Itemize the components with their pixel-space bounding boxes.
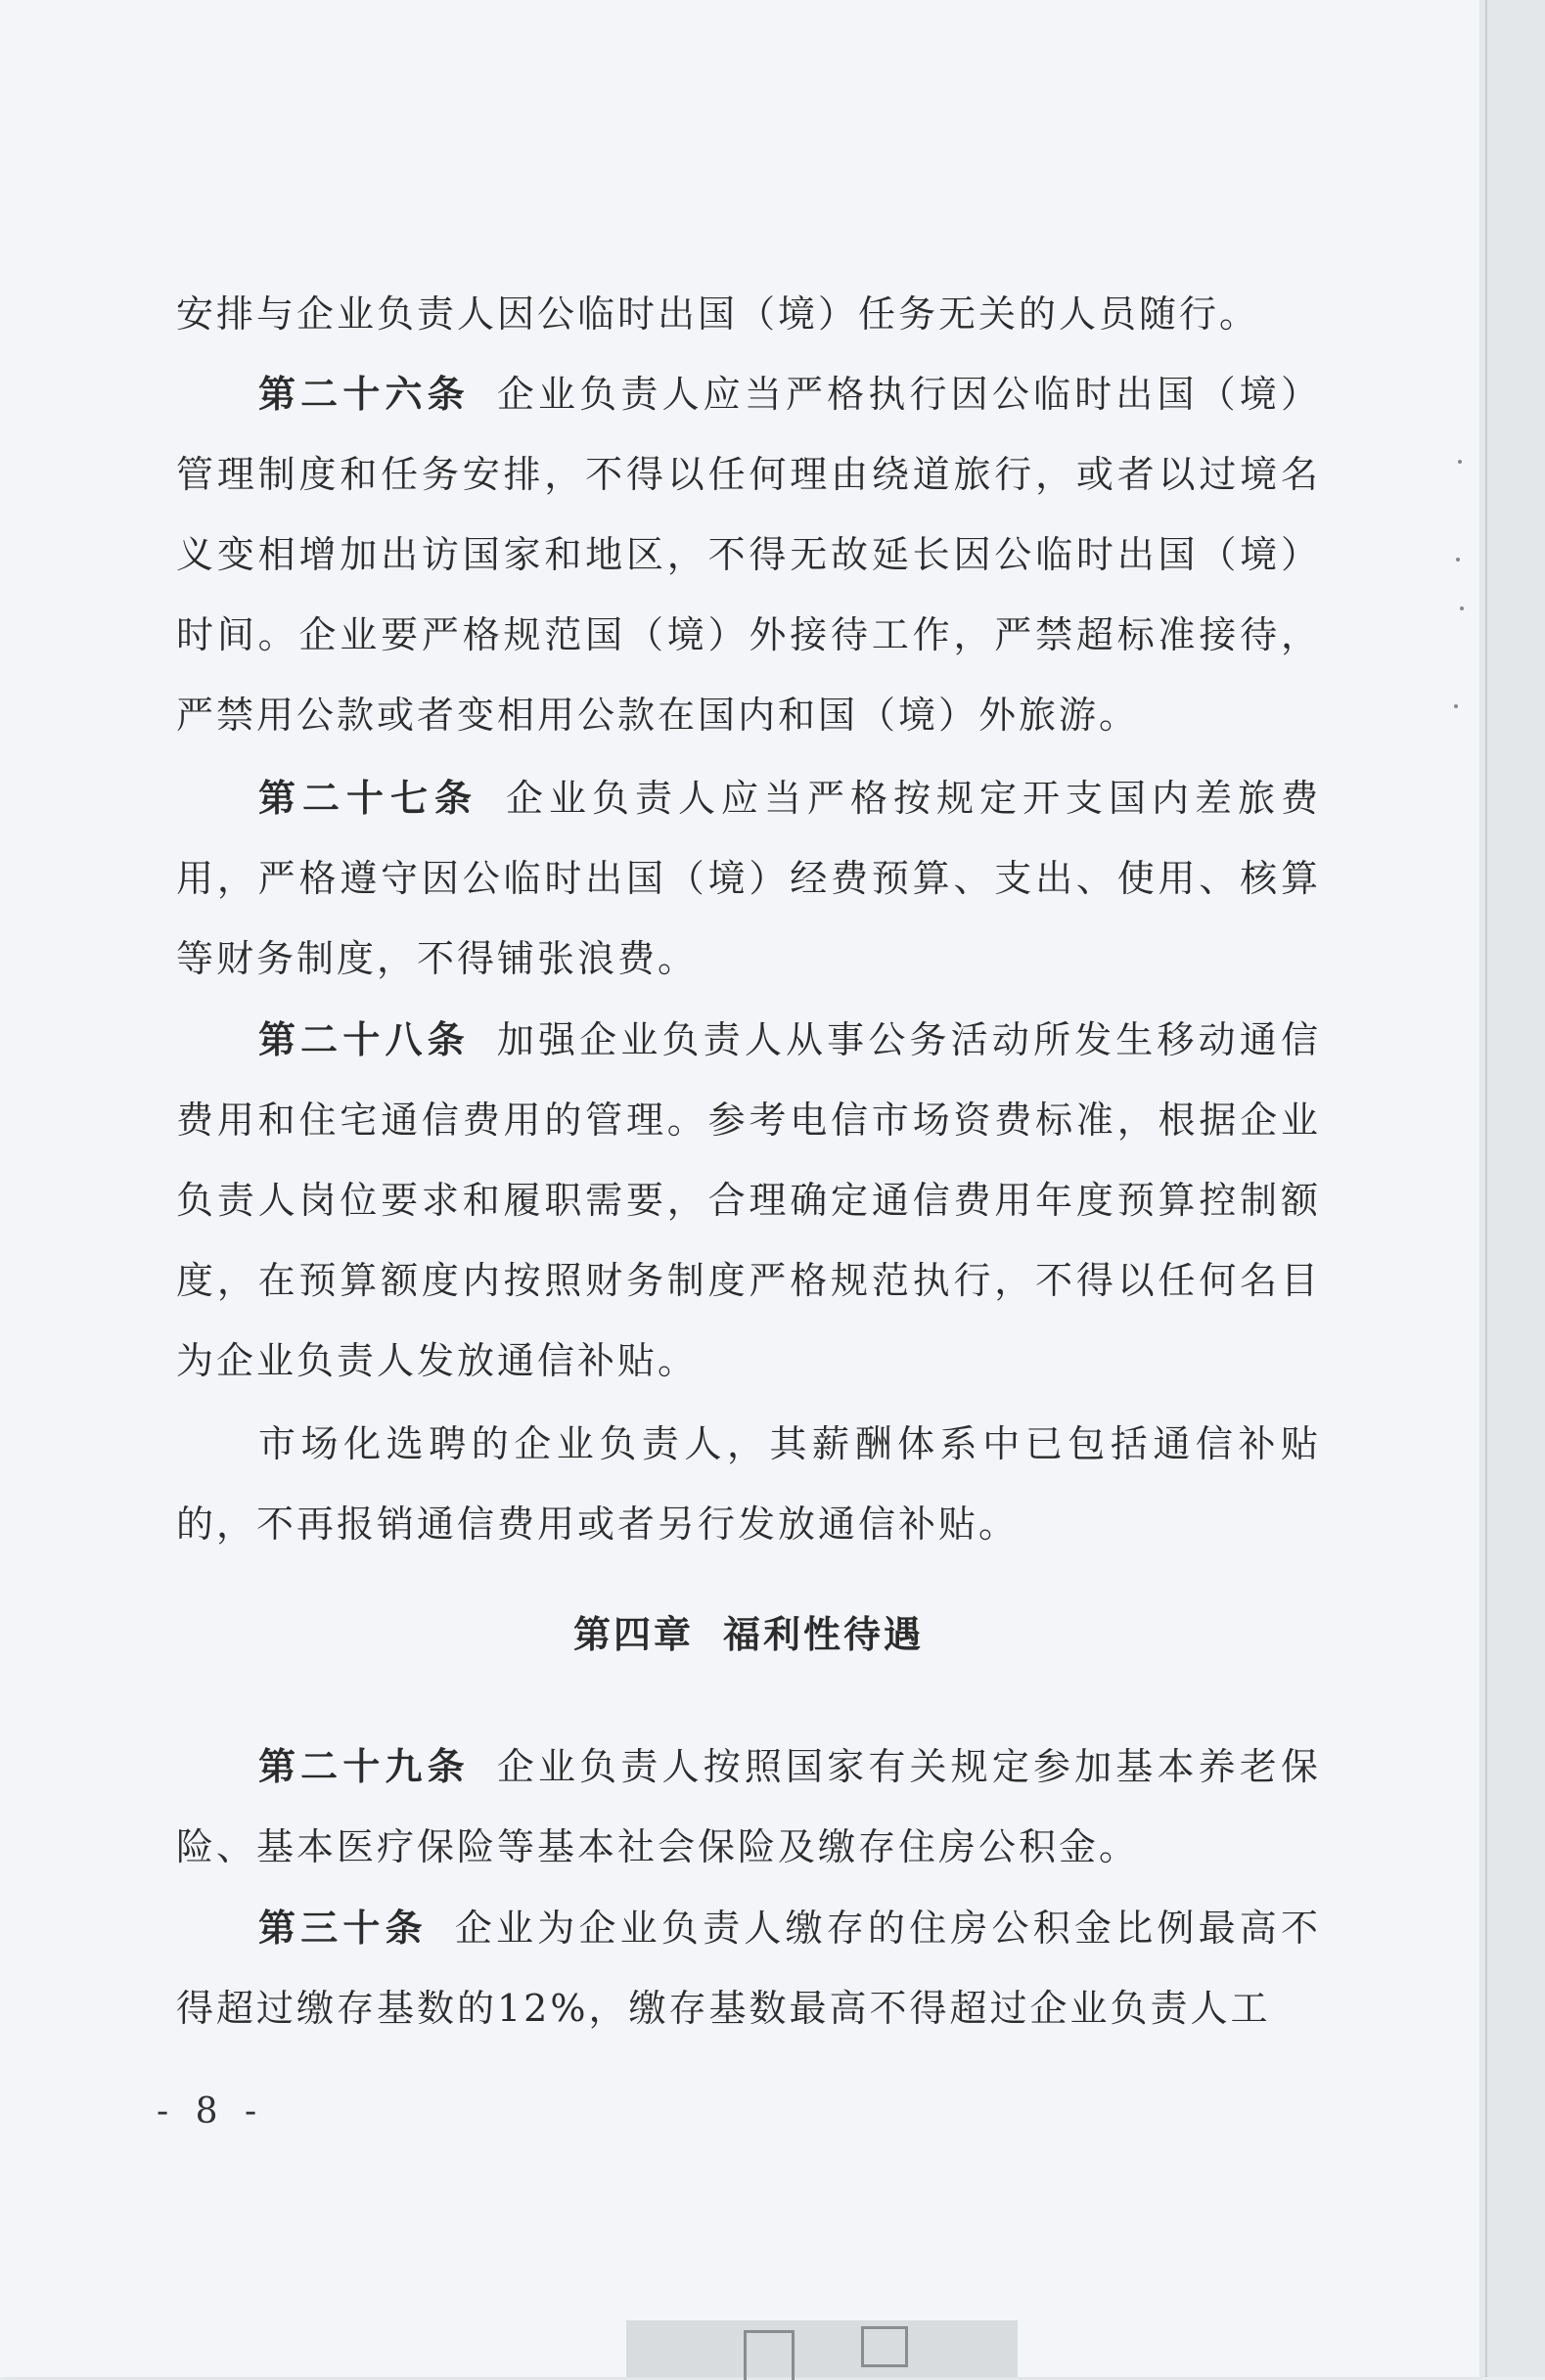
scan-speck: [1456, 558, 1460, 561]
scan-speck: [1458, 460, 1462, 464]
paragraph-text: 市场化选聘的企业负责人，其薪酬体系中已包括通信补贴的，不再报销通信费用或者另行发放通信补贴。: [176, 1422, 1321, 1546]
article-text: 加强企业负责人从事公务活动所发生移动通信费用和住宅通信费用的管理。参考电信市场资费标准，根据企业负责人岗位要求和履职需要，合理确定通信费用年度预算控制额度，在预算额度内按照财务制度严格规范执行，不得以任何名目为企业负责人发放通信补贴。: [176, 1018, 1321, 1382]
chapter-heading: [176, 1604, 1321, 1658]
paragraph-text: 安排与企业负责人因公临时出国（境）任务无关的人员随行。: [176, 292, 1260, 336]
paragraph-continuation: [176, 274, 1321, 354]
scan-edge: [1479, 0, 1545, 2377]
scan-bleed-through: [626, 2320, 1018, 2377]
scan-speck: [1460, 606, 1464, 610]
article-heading: 第三十条: [258, 1907, 428, 1950]
article-text: 企业负责人应当严格执行因公临时出国（境）管理制度和任务安排，不得以任何理由绕道旅行，或者以过境名义变相增加出访国家和地区，不得无故延长因公临时出国（境）时间。企业要严格规范国（境）外接待工作，严禁超标准接待，严禁用公款或者变相用公款在国内和国（境）外旅游。: [176, 373, 1321, 737]
article-text: 企业负责人应当严格按规定开支国内差旅费用，严格遵守因公临时出国（境）经费预算、支出、使用、核算等财务制度，不得铺张浪费。: [176, 777, 1321, 980]
article-heading: 第二十九条: [258, 1745, 470, 1788]
page-number: - 8 -: [157, 2091, 265, 2132]
article-heading: 第二十八条: [258, 1018, 470, 1061]
paragraph-telecom-subsidy: [176, 1404, 1321, 1564]
article-28: [176, 1000, 1321, 1401]
article-26: [176, 354, 1321, 755]
article-text: 企业负责人按照国家有关规定参加基本养老保险、基本医疗保险等基本社会保险及缴存住房公积金。: [176, 1745, 1321, 1868]
chapter-title: 福利性待遇: [723, 1613, 925, 1656]
article-27: [176, 758, 1321, 999]
chapter-number: 第四章: [572, 1613, 694, 1656]
bleed-shape: [861, 2326, 908, 2367]
bleed-shape: [744, 2330, 795, 2380]
article-text: 企业为企业负责人缴存的住房公积金比例最高不得超过缴存基数的12%，缴存基数最高不得超过企业负责人工: [176, 1907, 1321, 2030]
article-heading: 第二十六条: [258, 373, 470, 416]
scan-speck: [1454, 704, 1458, 708]
article-heading: 第二十七条: [258, 777, 478, 820]
article-29: [176, 1727, 1321, 1887]
article-30: [176, 1888, 1321, 2048]
